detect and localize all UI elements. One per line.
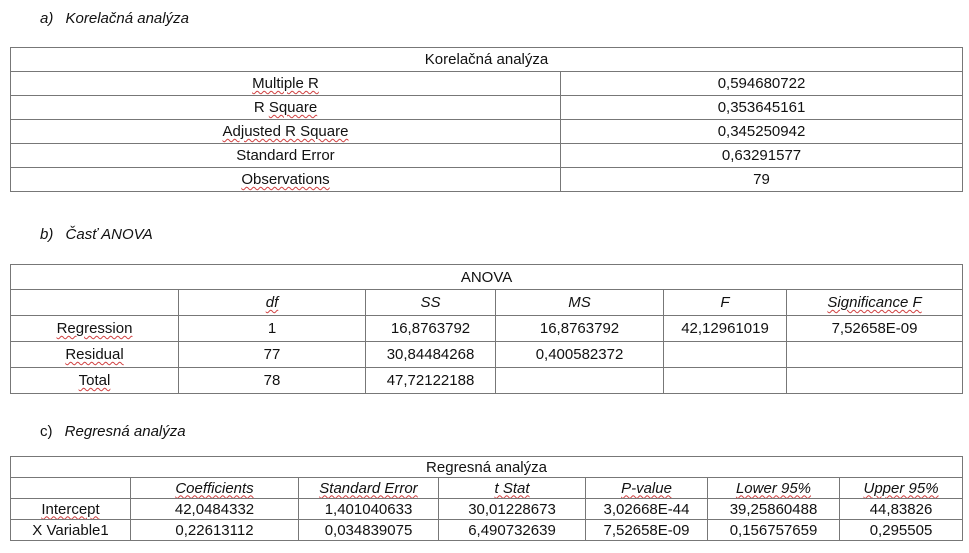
cell-upper-95: 44,83826 — [840, 499, 963, 520]
header-cell: Significance F — [787, 290, 963, 316]
header-cell: P-value — [586, 478, 708, 499]
row-label: Multiple R — [11, 72, 561, 96]
cell-upper-95: 0,295505 — [840, 520, 963, 541]
correlation-table-title: Korelačná analýza — [11, 48, 963, 72]
row-label: R Square — [11, 96, 561, 120]
section-b-heading — [40, 226, 153, 243]
row-value: 0,345250942 — [561, 120, 963, 144]
header-cell: F — [664, 290, 787, 316]
r-square-word: Square — [268, 99, 318, 116]
row-value: 79 — [561, 168, 963, 192]
row-label: Residual — [11, 342, 179, 368]
cell-coefficient: 0,22613112 — [131, 520, 299, 541]
section-b-title: Časť ANOVA — [65, 226, 153, 243]
cell-df: 1 — [179, 316, 366, 342]
anova-table-title: ANOVA — [11, 265, 963, 290]
header-cell: Standard Error — [299, 478, 439, 499]
header-cell — [11, 478, 131, 499]
cell-coefficient: 42,0484332 — [131, 499, 299, 520]
table-header-row — [11, 290, 963, 316]
table-row — [11, 316, 963, 342]
header-cell: t Stat — [439, 478, 586, 499]
header-cell: MS — [496, 290, 664, 316]
header-cell: Upper 95% — [840, 478, 963, 499]
table-row — [11, 499, 963, 520]
cell-sig-f: 7,52658E-09 — [787, 316, 963, 342]
row-value: 0,63291577 — [561, 144, 963, 168]
row-value: 0,353645161 — [561, 96, 963, 120]
cell-standard-error: 1,401040633 — [299, 499, 439, 520]
cell-t-stat: 6,490732639 — [439, 520, 586, 541]
cell-df: 77 — [179, 342, 366, 368]
section-c-heading — [40, 423, 186, 440]
table-row — [11, 168, 963, 192]
row-label: Regression — [11, 316, 179, 342]
row-label: Observations — [11, 168, 561, 192]
cell-ss: 16,8763792 — [366, 316, 496, 342]
cell-ms: 0,400582372 — [496, 342, 664, 368]
table-row — [11, 144, 963, 168]
row-label: Adjusted R Square — [11, 120, 561, 144]
cell-lower-95: 0,156757659 — [708, 520, 840, 541]
cell-ms: 16,8763792 — [496, 316, 664, 342]
row-label: Standard Error — [11, 144, 561, 168]
table-row — [11, 96, 963, 120]
table-row — [11, 120, 963, 144]
cell-standard-error: 0,034839075 — [299, 520, 439, 541]
row-label: Total — [11, 368, 179, 394]
section-a-heading — [40, 10, 189, 27]
section-a-letter: a) — [40, 10, 54, 27]
cell-lower-95: 39,25860488 — [708, 499, 840, 520]
regression-table — [10, 456, 963, 541]
cell-sig-f — [787, 342, 963, 368]
section-b-letter: b) — [40, 226, 54, 243]
cell-sig-f — [787, 368, 963, 394]
table-header-row — [11, 478, 963, 499]
anova-table — [10, 264, 963, 394]
cell-p-value: 3,02668E-44 — [586, 499, 708, 520]
cell-t-stat: 30,01228673 — [439, 499, 586, 520]
cell-df: 78 — [179, 368, 366, 394]
header-cell — [11, 290, 179, 316]
regression-table-title: Regresná analýza — [11, 457, 963, 478]
cell-f: 42,12961019 — [664, 316, 787, 342]
row-label: X Variable1 — [11, 520, 131, 541]
header-cell: Coefficients — [131, 478, 299, 499]
section-c-letter: c) — [40, 423, 53, 440]
cell-f — [664, 342, 787, 368]
cell-p-value: 7,52658E-09 — [586, 520, 708, 541]
correlation-table — [10, 47, 963, 192]
section-a-title: Korelačná analýza — [65, 10, 189, 27]
table-row — [11, 520, 963, 541]
cell-ss: 30,84484268 — [366, 342, 496, 368]
cell-ss: 47,72122188 — [366, 368, 496, 394]
table-row — [11, 368, 963, 394]
section-c-title: Regresná analýza — [64, 423, 186, 440]
header-cell: df — [179, 290, 366, 316]
table-row — [11, 72, 963, 96]
header-cell: SS — [366, 290, 496, 316]
header-cell: Lower 95% — [708, 478, 840, 499]
row-value: 0,594680722 — [561, 72, 963, 96]
cell-ms — [496, 368, 664, 394]
cell-f — [664, 368, 787, 394]
row-label: Intercept — [11, 499, 131, 520]
table-row — [11, 342, 963, 368]
